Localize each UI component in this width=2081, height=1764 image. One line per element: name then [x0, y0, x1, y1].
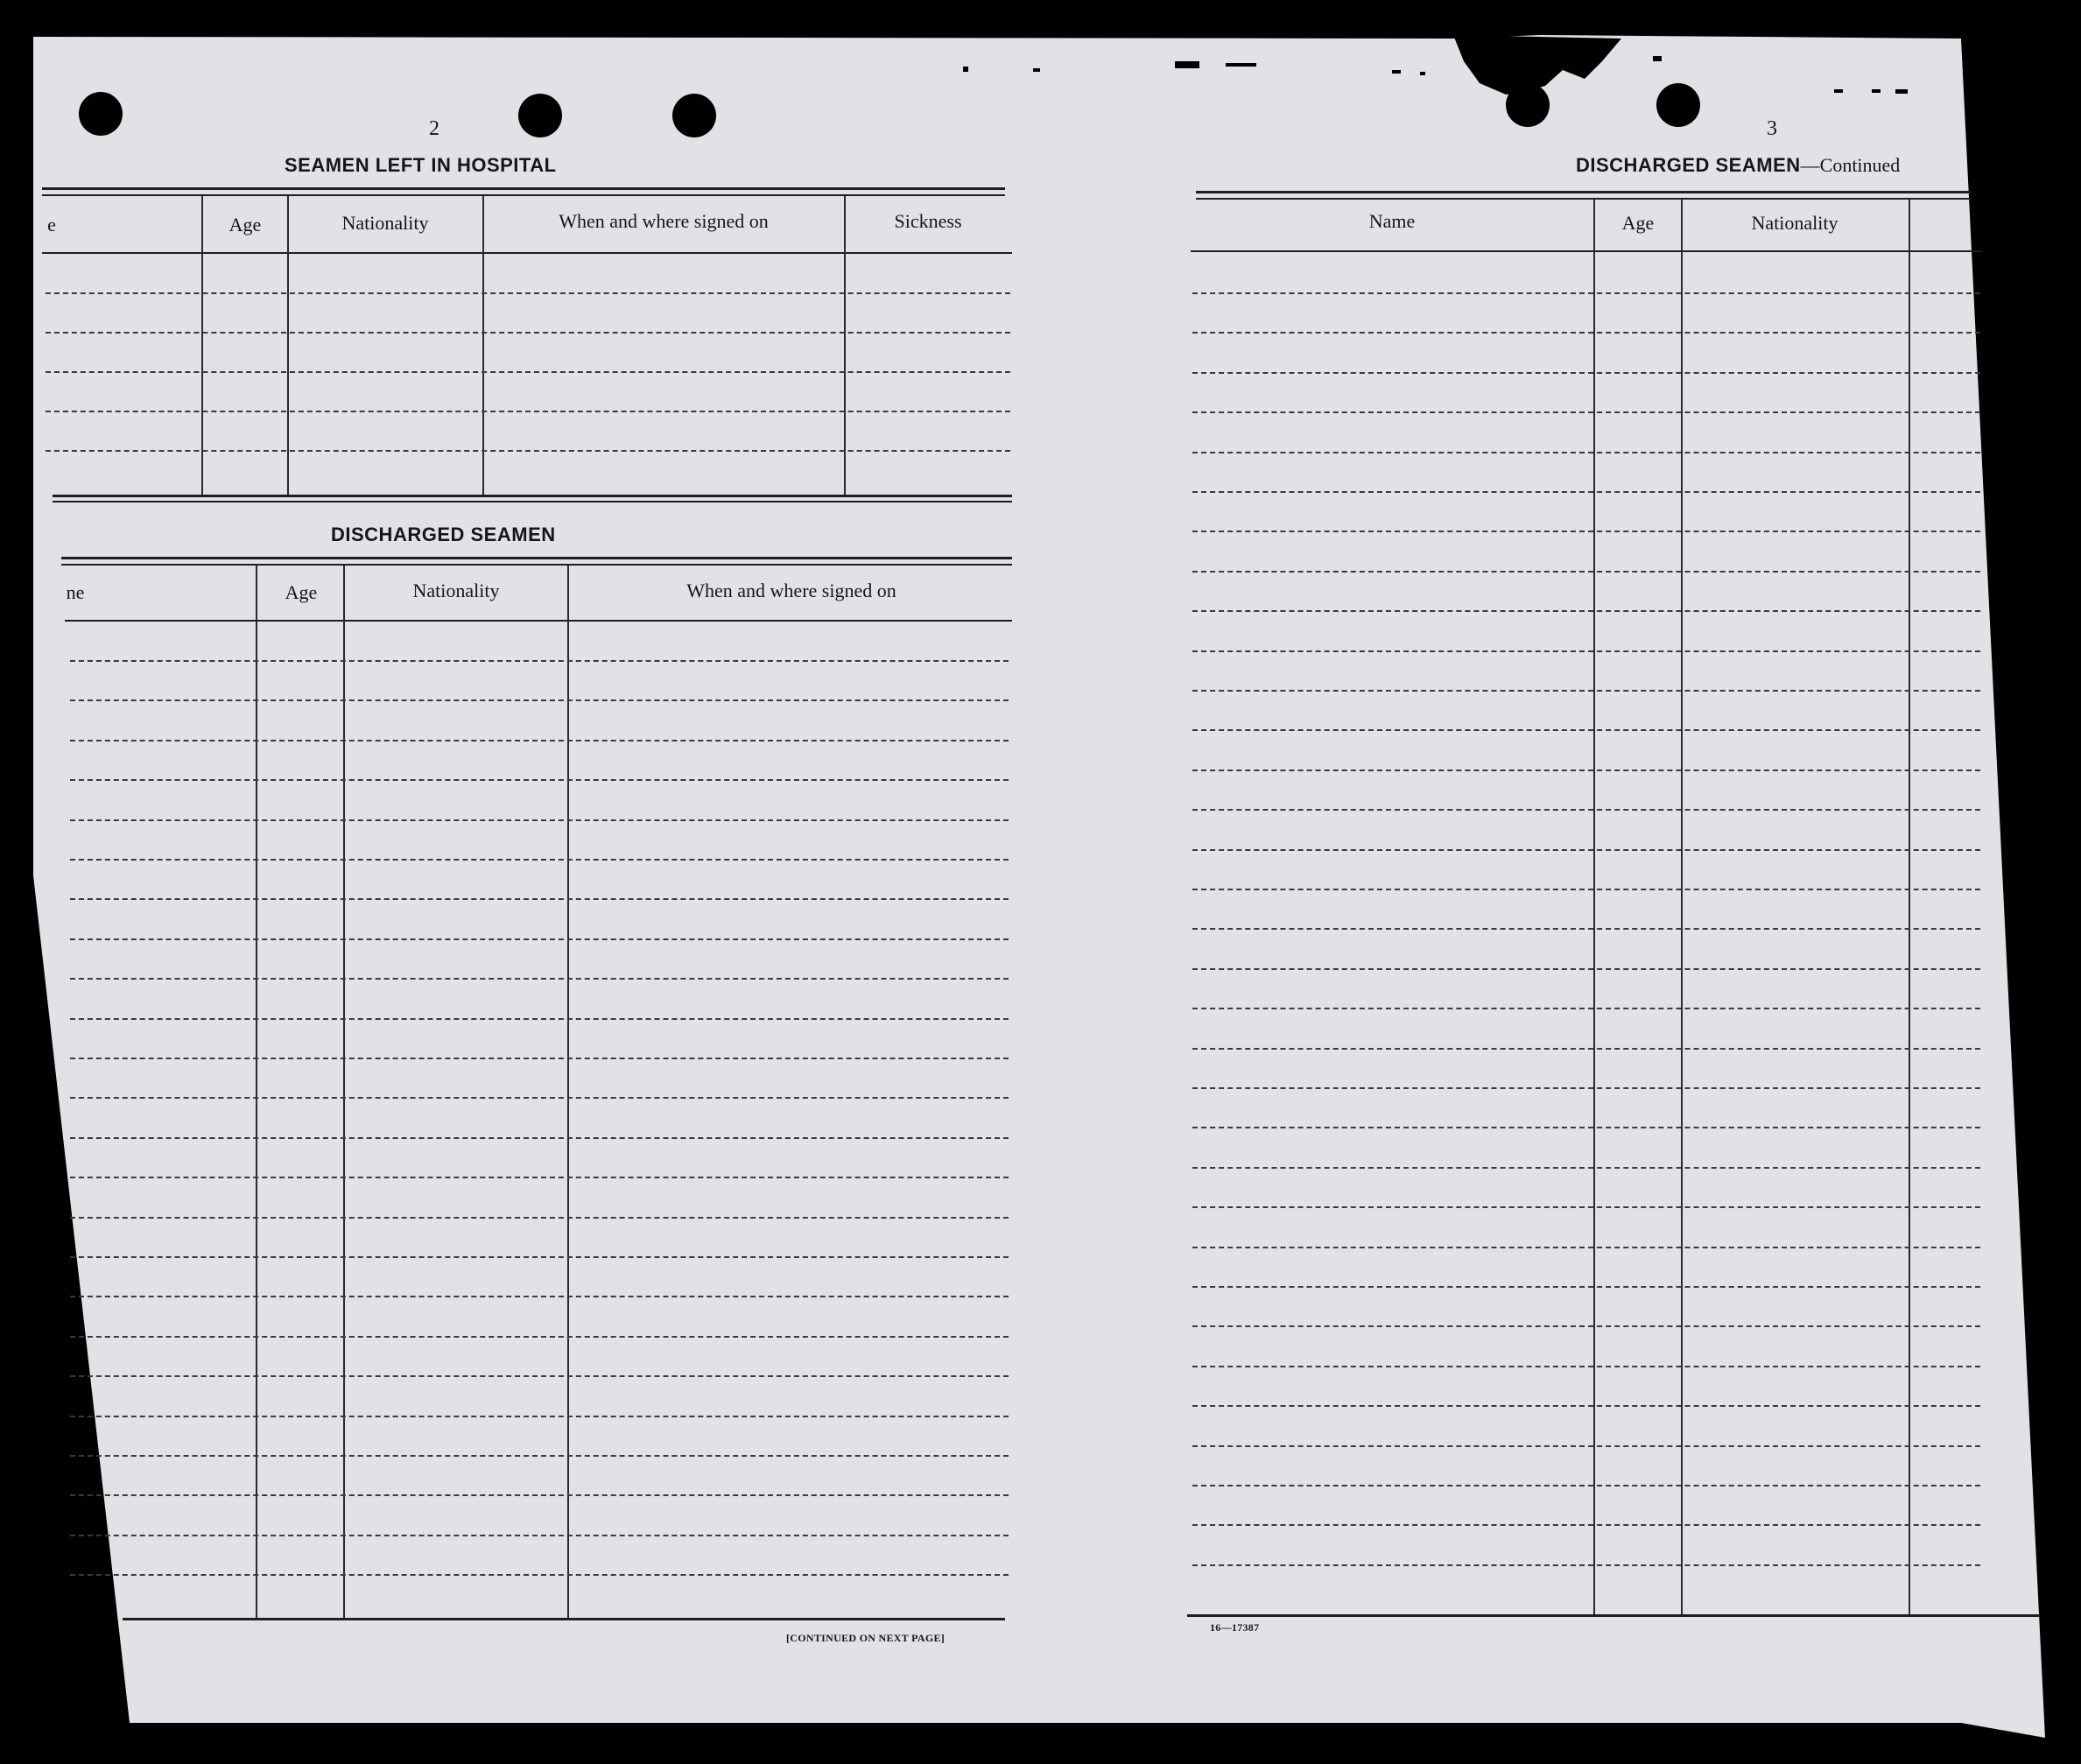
- hospital-col-divider: [201, 196, 203, 497]
- right-row-rule: [1192, 1247, 1980, 1248]
- right-row-rule: [1192, 1048, 1980, 1050]
- hospital-row-rule: [46, 292, 1010, 294]
- right-row-rule: [1192, 1206, 1980, 1208]
- discharged-col-divider: [343, 566, 345, 1620]
- right-row-rule: [1192, 1405, 1980, 1407]
- right-row-rule: [1192, 849, 1980, 851]
- scan-speck: [1872, 89, 1881, 93]
- right-row-rule: [1192, 1524, 1980, 1526]
- hospital-col-age-header: Age: [228, 214, 262, 235]
- discharged-row-rule: [70, 1018, 1009, 1020]
- scan-speck: [1653, 56, 1662, 61]
- discharged-col-nationality-header: Nationality: [412, 580, 500, 601]
- form-number: 16—17387: [1210, 1621, 1260, 1634]
- discharged-row-rule: [70, 1256, 1009, 1258]
- right-row-rule: [1192, 1485, 1980, 1486]
- punch-hole: [518, 94, 562, 137]
- punch-hole: [1656, 83, 1700, 127]
- hospital-row-rule: [46, 332, 1010, 334]
- discharged-row-rule: [70, 819, 1009, 821]
- right-row-rule: [1192, 1127, 1980, 1128]
- hospital-col-nationality-header: Nationality: [341, 212, 429, 234]
- discharged-row-rule: [70, 1375, 1009, 1377]
- right-row-rule: [1192, 729, 1980, 731]
- discharged-row-rule: [70, 1535, 1009, 1536]
- discharged-bottom-rule: [123, 1618, 1005, 1620]
- right-row-rule: [1192, 928, 1980, 930]
- right-row-rule: [1192, 1325, 1980, 1327]
- discharged-row-rule: [70, 1336, 1009, 1338]
- right-row-rule: [1192, 411, 1980, 413]
- scan-speck: [1175, 61, 1199, 68]
- scan-speck: [1420, 72, 1425, 75]
- discharged-row-rule: [70, 938, 1009, 940]
- discharged-col-signed-header: When and where signed on: [686, 580, 896, 601]
- discharged-col-age-header: Age: [285, 581, 318, 603]
- hospital-top-rule: [42, 187, 1005, 190]
- right-row-rule: [1192, 1445, 1980, 1447]
- right-row-rule: [1192, 1286, 1980, 1288]
- discharged-row-rule: [70, 898, 1009, 900]
- hospital-col-divider: [482, 196, 484, 497]
- right-row-rule: [1192, 292, 1980, 294]
- discharged-row-rule: [70, 1058, 1009, 1059]
- right-row-rule: [1192, 690, 1980, 692]
- right-row-rule: [1192, 889, 1980, 890]
- scan-speck: [963, 67, 968, 72]
- discharged-row-rule: [70, 1217, 1009, 1219]
- discharged-row-rule: [70, 1494, 1009, 1496]
- right-row-rule: [1192, 650, 1980, 652]
- right-col-nationality-header: Nationality: [1751, 212, 1838, 234]
- hospital-col-divider: [844, 196, 846, 497]
- right-row-rule: [1192, 571, 1980, 573]
- hospital-top-rule-inner: [42, 194, 1005, 196]
- right-row-rule: [1192, 1087, 1980, 1089]
- hospital-header-rule: [42, 252, 1012, 254]
- right-section-title-suffix: —Continued: [1800, 154, 1901, 176]
- scan-speck: [1226, 63, 1256, 67]
- right-page-number: 3: [1767, 117, 1777, 140]
- discharged-row-rule: [70, 1455, 1009, 1457]
- hospital-col-sickness-header: Sickness: [894, 210, 962, 232]
- discharged-row-rule: [70, 779, 1009, 781]
- discharged-row-rule: [70, 978, 1009, 980]
- right-row-rule: [1192, 372, 1980, 374]
- scan-speck: [1834, 89, 1843, 93]
- continued-note: [CONTINUED ON NEXT PAGE]: [786, 1632, 946, 1644]
- right-row-rule: [1192, 1008, 1980, 1009]
- discharged-top-rule-inner: [61, 564, 1012, 566]
- left-page-number: 2: [429, 117, 439, 140]
- hospital-col-name-header: e: [47, 214, 56, 235]
- hospital-bottom-rule: [53, 495, 1012, 497]
- discharged-row-rule: [70, 1296, 1009, 1297]
- discharged-row-rule: [70, 1416, 1009, 1417]
- right-section-title-main: DISCHARGED SEAMEN: [1576, 154, 1801, 176]
- right-col-name-header: Name: [1368, 210, 1416, 232]
- right-row-rule: [1192, 1564, 1980, 1566]
- discharged-row-rule: [70, 1097, 1009, 1099]
- right-col-age-header: Age: [1621, 212, 1655, 234]
- right-bottom-rule: [1187, 1614, 2040, 1617]
- scan-speck: [1392, 70, 1401, 74]
- punch-hole: [79, 92, 123, 136]
- right-section-title: [1576, 154, 1900, 177]
- discharged-row-rule: [70, 1137, 1009, 1139]
- discharged-top-rule: [61, 557, 1012, 559]
- discharged-row-rule: [70, 1177, 1009, 1178]
- discharged-col-divider: [256, 566, 257, 1620]
- scan-speck: [1895, 89, 1908, 94]
- discharged-section-title: DISCHARGED SEAMEN: [331, 524, 556, 545]
- hospital-bottom-rule-inner: [53, 501, 1012, 502]
- hospital-row-rule: [46, 371, 1010, 373]
- right-header-rule: [1191, 250, 1982, 252]
- right-row-rule: [1192, 452, 1980, 453]
- right-row-rule: [1192, 968, 1980, 970]
- discharged-header-rule: [65, 620, 1012, 622]
- discharged-row-rule: [70, 699, 1009, 701]
- hospital-section-title: SEAMEN LEFT IN HOSPITAL: [285, 154, 557, 176]
- hospital-row-rule: [46, 411, 1010, 412]
- right-top-rule-inner: [1196, 198, 1972, 200]
- scan-speck: [1033, 68, 1040, 72]
- hospital-col-signed-header: When and where signed on: [559, 210, 769, 232]
- right-row-rule: [1192, 1167, 1980, 1169]
- right-row-rule: [1192, 610, 1980, 612]
- discharged-row-rule: [70, 859, 1009, 861]
- hospital-col-divider: [287, 196, 289, 497]
- punch-hole: [1506, 83, 1550, 127]
- discharged-col-divider: [567, 566, 569, 1620]
- discharged-row-rule: [70, 740, 1009, 741]
- right-row-rule: [1192, 809, 1980, 811]
- right-row-rule: [1192, 332, 1980, 334]
- right-row-rule: [1192, 531, 1980, 532]
- discharged-row-rule: [70, 660, 1009, 662]
- right-row-rule: [1192, 770, 1980, 771]
- right-row-rule: [1192, 491, 1980, 493]
- discharged-row-rule: [70, 1574, 1009, 1576]
- right-top-rule: [1196, 191, 1972, 193]
- discharged-col-name-header: ne: [66, 581, 85, 603]
- hospital-row-rule: [46, 450, 1010, 452]
- punch-hole: [672, 94, 716, 137]
- right-row-rule: [1192, 1366, 1980, 1367]
